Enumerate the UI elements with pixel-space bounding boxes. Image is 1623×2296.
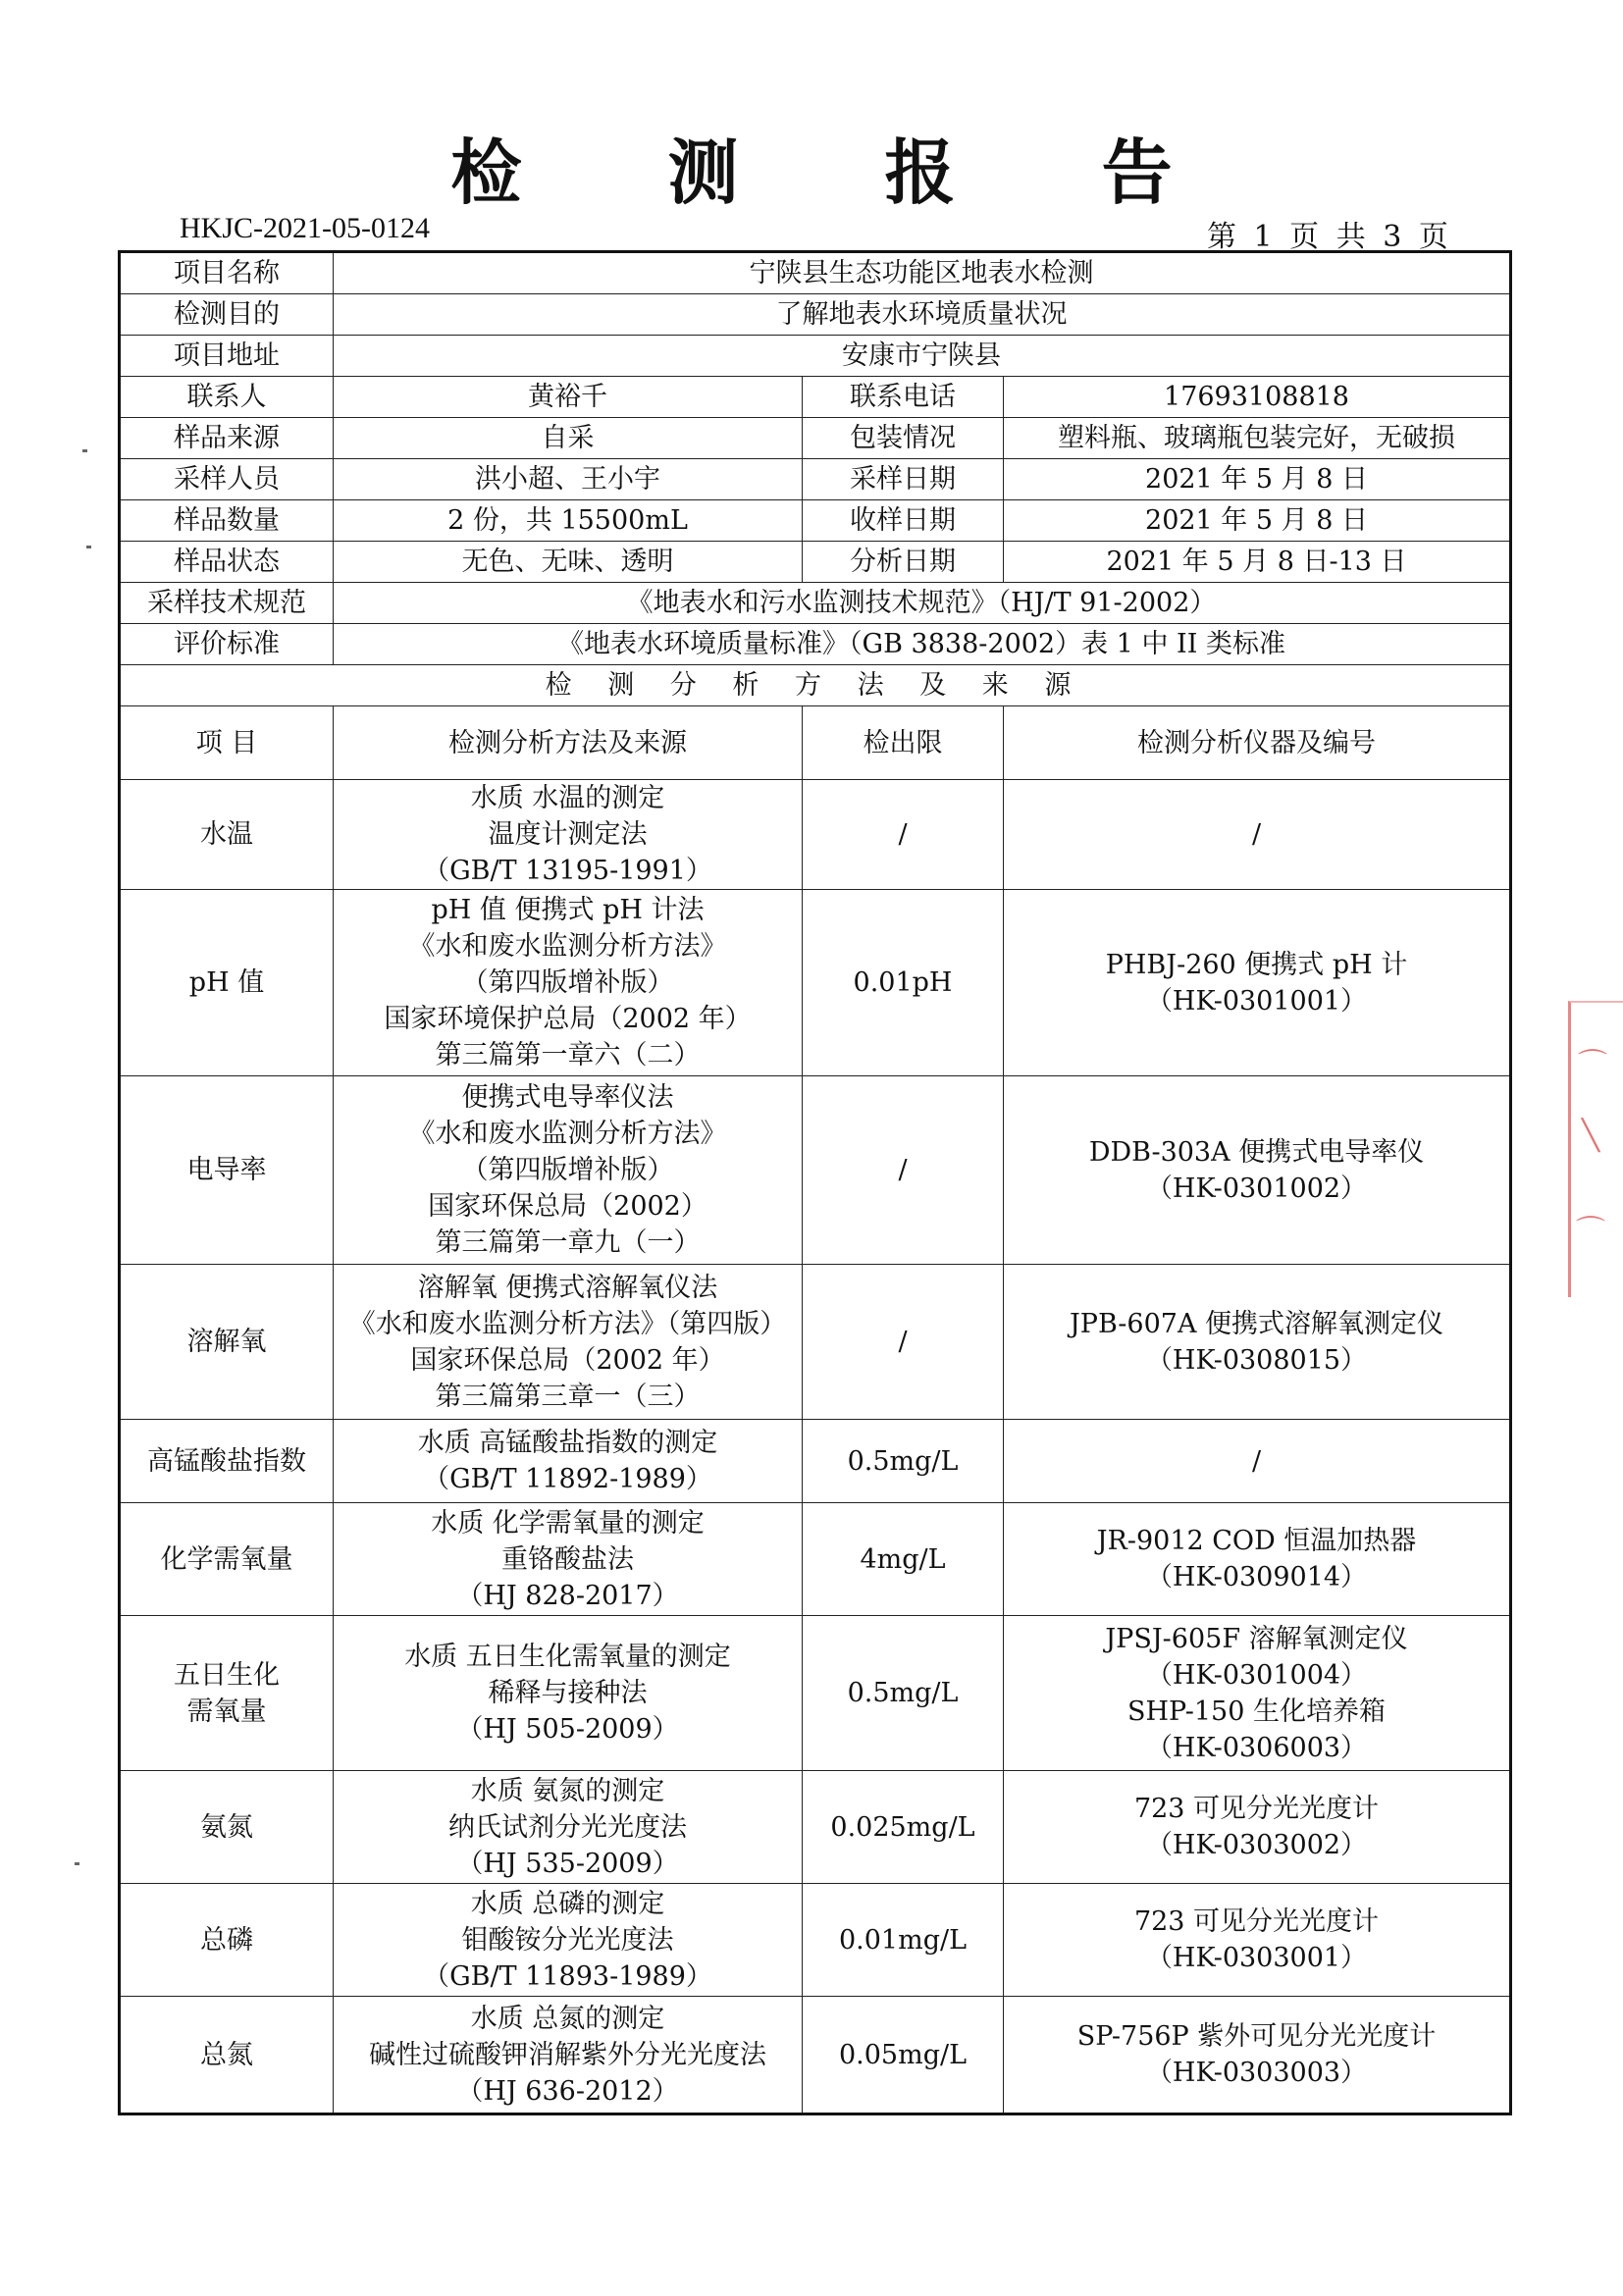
info-row-sampler	[120, 459, 1511, 500]
detection-limit: 0.025mg/L	[803, 1771, 1004, 1884]
instrument: 723 可见分光光度计 （HK-0303001）	[1004, 1884, 1511, 1997]
methods-header-row	[120, 706, 1511, 780]
detection-limit: 0.5mg/L	[803, 1616, 1004, 1771]
method-item: 电导率	[120, 1076, 334, 1265]
instrument: JR-9012 COD 恒温加热器 （HK-0309014）	[1004, 1503, 1511, 1616]
info-label: 采样日期	[803, 459, 1004, 500]
detection-limit: /	[803, 1076, 1004, 1265]
method-source: 便携式电导率仪法 《水和废水监测分析方法》 （第四版增补版） 国家环保总局（2002） 第三篇第一章九（一）	[334, 1076, 803, 1265]
info-value: 《地表水环境质量标准》（GB 3838-2002）表 1 中 II 类标准	[334, 624, 1511, 665]
method-source: 水质 化学需氧量的测定 重铬酸盐法 （HJ 828-2017）	[334, 1503, 803, 1616]
seal-stamp-mark: ⌒	[1576, 1215, 1605, 1249]
info-row-state	[120, 542, 1511, 583]
info-label: 分析日期	[803, 542, 1004, 583]
method-row	[120, 1616, 1511, 1771]
info-row-quantity	[120, 500, 1511, 542]
info-value: 宁陕县生态功能区地表水检测	[334, 252, 1511, 294]
seal-stamp-mark: ╲	[1582, 1119, 1600, 1153]
instrument: JPB-607A 便携式溶解氧测定仪 （HK-0308015）	[1004, 1265, 1511, 1420]
info-value: 安康市宁陕县	[334, 336, 1511, 377]
page-info: 第 1 页 共 3 页	[1207, 220, 1452, 254]
info-value: 无色、无味、透明	[334, 542, 803, 583]
column-header-method: 检测分析方法及来源	[334, 706, 803, 780]
method-row	[120, 1265, 1511, 1420]
info-label: 收样日期	[803, 500, 1004, 542]
instrument: 723 可见分光光度计 （HK-0303002）	[1004, 1771, 1511, 1884]
method-source: 水质 总磷的测定 钼酸铵分光光度法 （GB/T 11893-1989）	[334, 1884, 803, 1997]
detection-limit: /	[803, 1265, 1004, 1420]
info-value: 2 份，共 15500mL	[334, 500, 803, 542]
method-source: 水质 高锰酸盐指数的测定 （GB/T 11892-1989）	[334, 1420, 803, 1503]
info-label: 项目名称	[120, 252, 334, 294]
scan-speck	[75, 1862, 79, 1865]
method-item: 总氮	[120, 1997, 334, 2114]
detection-limit: /	[803, 780, 1004, 890]
info-label: 采样人员	[120, 459, 334, 500]
column-header-limit: 检出限	[803, 706, 1004, 780]
info-label: 样品状态	[120, 542, 334, 583]
method-item: pH 值	[120, 890, 334, 1076]
info-label: 样品来源	[120, 418, 334, 459]
info-value: 洪小超、王小宇	[334, 459, 803, 500]
info-label: 联系电话	[803, 377, 1004, 418]
info-value: 2021 年 5 月 8 日	[1004, 459, 1511, 500]
column-header-instrument: 检测分析仪器及编号	[1004, 706, 1511, 780]
detection-limit: 0.01mg/L	[803, 1884, 1004, 1997]
section-title: 检 测 分 析 方 法 及 来 源	[120, 665, 1511, 706]
info-value: 自采	[334, 418, 803, 459]
scan-speck	[82, 449, 87, 452]
method-source: pH 值 便携式 pH 计法 《水和废水监测分析方法》 （第四版增补版） 国家环境保护总局（2002 年） 第三篇第一章六（二）	[334, 890, 803, 1076]
info-label: 项目地址	[120, 336, 334, 377]
instrument: PHBJ-260 便携式 pH 计 （HK-0301001）	[1004, 890, 1511, 1076]
method-source: 水质 总氮的测定 碱性过硫酸钾消解紫外分光光度法 （HJ 636-2012）	[334, 1997, 803, 2114]
seal-stamp-mark: ⌒	[1578, 1048, 1607, 1082]
info-label: 样品数量	[120, 500, 334, 542]
report-number: HKJC-2021-05-0124	[180, 212, 430, 244]
info-row-source	[120, 418, 1511, 459]
report-table	[118, 250, 1512, 2115]
info-value: 17693108818	[1004, 377, 1511, 418]
method-row	[120, 780, 1511, 890]
method-source: 水质 水温的测定 温度计测定法 （GB/T 13195-1991）	[334, 780, 803, 890]
info-row-address	[120, 336, 1511, 377]
method-item: 化学需氧量	[120, 1503, 334, 1616]
instrument: SP-756P 紫外可见分光光度计 （HK-0303003）	[1004, 1997, 1511, 2114]
method-row	[120, 1503, 1511, 1616]
method-item: 五日生化 需氧量	[120, 1616, 334, 1771]
column-header-item: 项 目	[120, 706, 334, 780]
method-row	[120, 1884, 1511, 1997]
info-row-standard	[120, 624, 1511, 665]
method-source: 水质 五日生化需氧量的测定 稀释与接种法 （HJ 505-2009）	[334, 1616, 803, 1771]
method-item: 总磷	[120, 1884, 334, 1997]
section-title-row	[120, 665, 1511, 706]
info-label: 联系人	[120, 377, 334, 418]
info-value: 《地表水和污水监测技术规范》（HJ/T 91-2002）	[334, 583, 1511, 624]
detection-limit: 4mg/L	[803, 1503, 1004, 1616]
info-row-spec	[120, 583, 1511, 624]
info-label: 包装情况	[803, 418, 1004, 459]
method-row	[120, 1997, 1511, 2114]
method-row	[120, 890, 1511, 1076]
instrument: DDB-303A 便携式电导率仪 （HK-0301002）	[1004, 1076, 1511, 1265]
instrument: /	[1004, 1420, 1511, 1503]
scan-speck	[86, 546, 91, 548]
info-value: 了解地表水环境质量状况	[334, 294, 1511, 336]
info-label: 检测目的	[120, 294, 334, 336]
method-row	[120, 1076, 1511, 1265]
info-value: 黄裕千	[334, 377, 803, 418]
info-label: 采样技术规范	[120, 583, 334, 624]
info-value: 2021 年 5 月 8 日	[1004, 500, 1511, 542]
info-value: 2021 年 5 月 8 日-13 日	[1004, 542, 1511, 583]
instrument: JPSJ-605F 溶解氧测定仪 （HK-0301004） SHP-150 生化培养箱 （HK-0306003）	[1004, 1616, 1511, 1771]
info-label: 评价标准	[120, 624, 334, 665]
method-item: 溶解氧	[120, 1265, 334, 1420]
method-item: 氨氮	[120, 1771, 334, 1884]
method-source: 溶解氧 便携式溶解氧仪法 《水和废水监测分析方法》（第四版） 国家环保总局（2002 年） 第三篇第三章一（三）	[334, 1265, 803, 1420]
info-row-project-name	[120, 252, 1511, 294]
method-item: 水温	[120, 780, 334, 890]
detection-limit: 0.01pH	[803, 890, 1004, 1076]
method-item: 高锰酸盐指数	[120, 1420, 334, 1503]
method-row	[120, 1771, 1511, 1884]
instrument: /	[1004, 780, 1511, 890]
detection-limit: 0.5mg/L	[803, 1420, 1004, 1503]
method-row	[120, 1420, 1511, 1503]
info-row-purpose	[120, 294, 1511, 336]
detection-limit: 0.05mg/L	[803, 1997, 1004, 2114]
info-value: 塑料瓶、玻璃瓶包装完好，无破损	[1004, 418, 1511, 459]
method-source: 水质 氨氮的测定 纳氏试剂分光光度法 （HJ 535-2009）	[334, 1771, 803, 1884]
report-title: 检 测 报 告	[450, 131, 1233, 214]
info-row-contact	[120, 377, 1511, 418]
